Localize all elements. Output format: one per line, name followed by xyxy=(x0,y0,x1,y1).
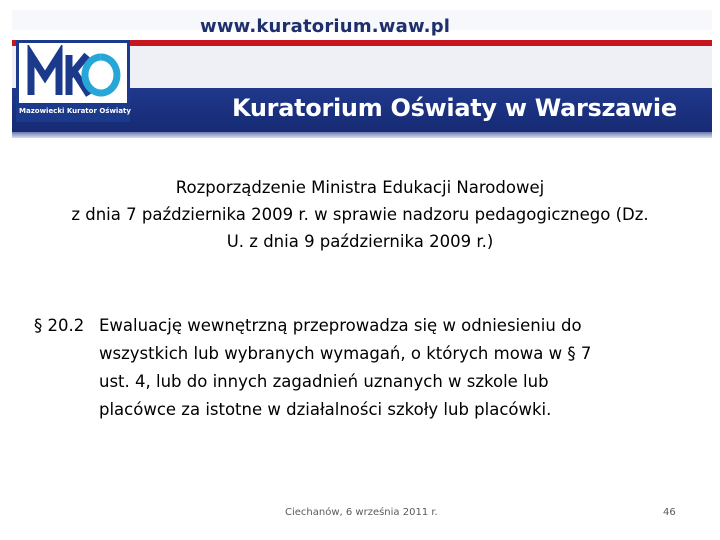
heading-line-3: U. z dnia 9 października 2009 r.) xyxy=(226,232,494,251)
paragraph-line: ust. 4, lub do innych zagadnień uznanych w szkole lub xyxy=(99,372,549,391)
logo-letter-o xyxy=(85,57,117,93)
paragraph-number: § 20.2 xyxy=(34,316,85,335)
mko-logo-icon xyxy=(23,45,123,103)
regulation-heading xyxy=(0,174,720,255)
footer-place-date: Ciechanów, 6 września 2011 r. xyxy=(285,507,438,518)
paragraph-line: Ewaluację wewnętrzną przeprowadza się w odniesieniu do xyxy=(99,316,582,335)
institution-title: Kuratorium Oświaty w Warszawie xyxy=(232,94,677,122)
site-url[interactable]: www.kuratorium.waw.pl xyxy=(200,16,451,37)
page-number: 46 xyxy=(663,507,676,518)
logo-letter-m xyxy=(31,55,59,95)
logo-caption: Mazowiecki Kurator Oświaty xyxy=(19,103,127,119)
mko-logo xyxy=(16,40,130,122)
blue-stripe-fade xyxy=(12,132,712,138)
header-banner xyxy=(12,10,712,138)
heading-line-1: Rozporządzenie Ministra Edukacji Narodowej xyxy=(175,178,545,197)
paragraph-line: wszystkich lub wybranych wymagań, o których mowa w § 7 xyxy=(99,344,592,363)
paragraph-line: placówce za istotne w działalności szkoły lub placówki. xyxy=(99,400,552,419)
heading-line-2: z dnia 7 października 2009 r. w sprawie nadzoru pedagogicznego (Dz. xyxy=(71,205,649,224)
